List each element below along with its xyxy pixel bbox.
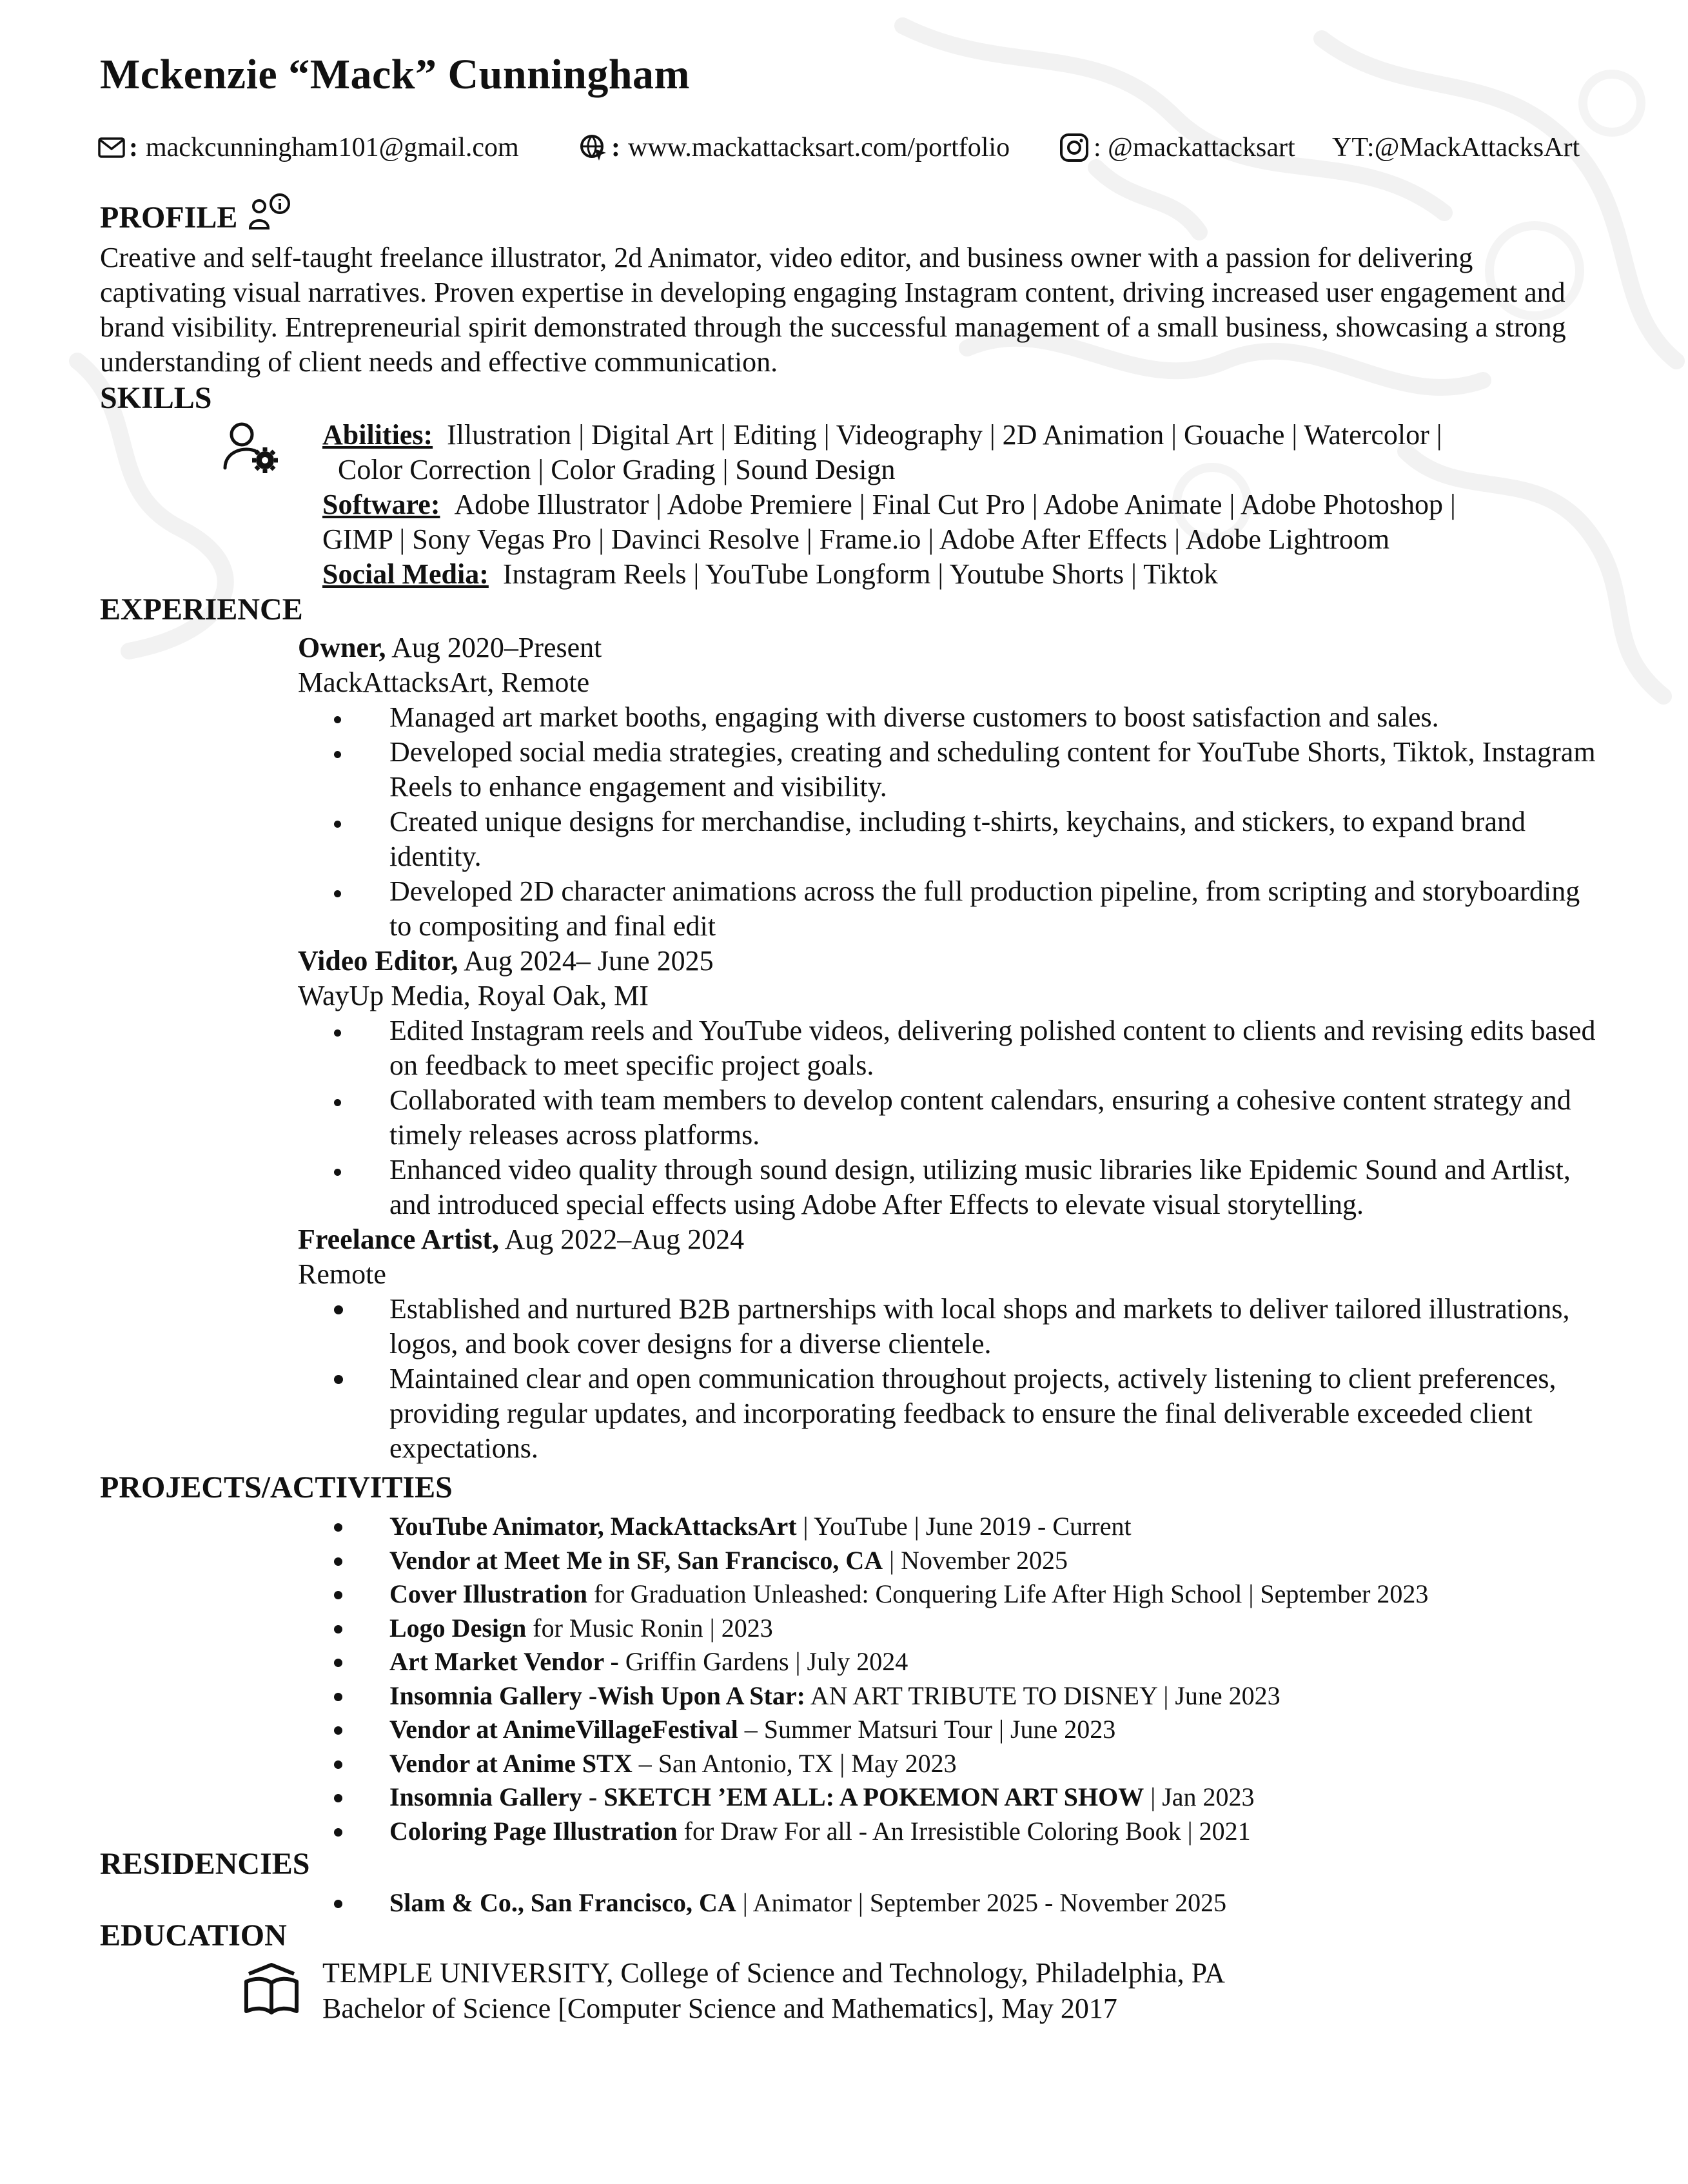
project-title: YouTube Animator, MackAttacksArt	[389, 1512, 797, 1541]
instagram-icon	[1059, 132, 1090, 163]
experience-heading: EXPERIENCE	[100, 592, 303, 627]
project-detail: | Jan 2023	[1144, 1782, 1255, 1811]
job-bullet: Collaborated with team members to develop content calendars, ensuring a cohesive content strategy and timely releases across platforms.	[298, 1083, 1600, 1153]
project-title: Insomnia Gallery - SKETCH ’EM ALL: A POKEMON ART SHOW	[389, 1782, 1144, 1811]
job-title: Owner,	[298, 632, 386, 663]
project-item	[298, 1577, 1626, 1612]
project-title: Logo Design	[389, 1613, 527, 1643]
project-item	[298, 1679, 1626, 1713]
profile-heading-text: PROFILE	[100, 200, 238, 235]
abilities-row	[322, 418, 1580, 453]
people-info-icon	[248, 192, 295, 232]
project-item	[298, 1544, 1626, 1578]
job-title: Freelance Artist,	[298, 1224, 499, 1255]
job-bullet: Maintained clear and open communication throughout projects, actively listening to client preferences, providing regular updates, and incorporating feedback to ensure the final deliverable exceeded client expectations.	[298, 1361, 1600, 1466]
skills-heading: SKILLS	[100, 381, 212, 415]
project-title: Vendor at Anime STX	[389, 1748, 633, 1778]
project-title: Coloring Page Illustration	[389, 1816, 678, 1846]
social-label: Social Media:	[322, 558, 489, 590]
job-bullet: Created unique designs for merchandise, including t-shirts, keychains, and stickers, to expand brand identity.	[298, 804, 1600, 874]
profile-heading	[100, 200, 295, 235]
project-item	[298, 1713, 1626, 1747]
project-detail: Griffin Gardens | July 2024	[618, 1647, 908, 1676]
residency-detail: | Animator | September 2025 - November 2025	[736, 1888, 1227, 1917]
job-bullets	[298, 700, 1600, 944]
social-row	[322, 557, 1580, 592]
job-header	[298, 944, 1600, 979]
website-text[interactable]: www.mackattacksart.com/portfolio	[628, 133, 1010, 162]
project-detail: | YouTube | June 2019 - Current	[796, 1512, 1132, 1541]
projects-heading: PROJECTS/ACTIVITIES	[100, 1470, 453, 1505]
project-item	[298, 1780, 1626, 1815]
job-org: WayUp Media, Royal Oak, MI	[298, 980, 649, 1011]
job-dates: Aug 2022–Aug 2024	[504, 1224, 745, 1255]
project-item	[298, 1815, 1626, 1849]
job-bullet: Edited Instagram reels and YouTube videos, delivering polished content to clients and revising edits based on feedback to meet specific project goals.	[298, 1013, 1600, 1083]
project-detail: – Summer Matsuri Tour | June 2023	[738, 1715, 1116, 1744]
experience-list	[298, 630, 1600, 1466]
job-bullets	[298, 1013, 1600, 1222]
profile-summary: Creative and self-taught freelance illustrator, 2d Animator, video editor, and business owner with a passion for delivering captivating visual narratives. Proven expertise in developing engaging Instagram content, driving increased user engagement and brand visibility. Entrepreneurial spirit demonstrated through the successful management of a small business, showcasing a strong understanding of client needs and effective communication.	[100, 242, 1566, 378]
project-title: Insomnia Gallery -Wish Upon A Star:	[389, 1681, 805, 1710]
youtube-text[interactable]: YT:@MackAttacksArt	[1332, 133, 1580, 162]
abilities-label: Abilities:	[322, 419, 433, 451]
project-item	[298, 1510, 1626, 1544]
contact-website[interactable]	[579, 132, 1010, 163]
residency-item	[298, 1886, 1626, 1920]
project-detail: for Draw For all - An Irresistible Coloring Book | 2021	[677, 1816, 1251, 1846]
software-line-1: Adobe Illustrator | Adobe Premiere | Final Cut Pro | Adobe Animate | Adobe Photoshop |	[454, 489, 1456, 520]
job-title: Video Editor,	[298, 945, 458, 977]
job-bullet: Established and nurtured B2B partnerships with local shops and markets to deliver tailored illustrations, logos, and book cover designs for a diverse clientele.	[298, 1292, 1600, 1361]
job-bullets	[298, 1292, 1600, 1466]
user-gear-icon	[222, 420, 284, 480]
residencies-bullets	[298, 1886, 1626, 1920]
project-detail: AN ART TRIBUTE TO DISNEY | June 2023	[805, 1681, 1281, 1710]
job-org: Remote	[298, 1258, 386, 1290]
abilities-line-1: Illustration | Digital Art | Editing | Videography | 2D Animation | Gouache | Watercolor |	[447, 419, 1442, 451]
contact-instagram[interactable]	[1059, 132, 1295, 163]
email-colon: :	[129, 133, 138, 162]
project-title: Vendor at AnimeVillageFestival	[389, 1715, 738, 1744]
resume-name: Mckenzie “Mack” Cunningham	[100, 51, 691, 98]
residency-title: Slam & Co., San Francisco, CA	[389, 1888, 736, 1917]
instagram-text[interactable]: : @mackattacksart	[1094, 133, 1295, 162]
software-line-2: GIMP | Sony Vegas Pro | Davinci Resolve | Frame.io | Adobe After Effects | Adobe Lightroom	[322, 523, 1390, 555]
job-dates: Aug 2020–Present	[391, 632, 602, 663]
contact-youtube[interactable]	[1332, 132, 1580, 163]
education-degree: Bachelor of Science [Computer Science and Mathematics], May 2017	[322, 1993, 1117, 2024]
project-item	[298, 1747, 1626, 1781]
email-text[interactable]: mackcunningham101@gmail.com	[146, 133, 519, 162]
job-header	[298, 630, 1600, 665]
project-item	[298, 1645, 1626, 1679]
projects-list	[298, 1510, 1626, 1848]
social-line: Instagram Reels | YouTube Longform | Youtube Shorts | Tiktok	[502, 558, 1218, 590]
project-title: Cover Illustration	[389, 1579, 588, 1608]
job-header	[298, 1222, 1600, 1257]
software-row	[322, 487, 1580, 522]
project-detail: for Graduation Unleashed: Conquering Life After High School | September 2023	[587, 1579, 1429, 1608]
project-detail: – San Antonio, TX | May 2023	[632, 1748, 957, 1778]
residencies-list	[298, 1886, 1626, 1920]
software-label: Software:	[322, 489, 440, 520]
job-bullet: Managed art market booths, engaging with diverse customers to boost satisfaction and sales.	[298, 700, 1600, 735]
project-title: Vendor at Meet Me in SF, San Francisco, CA	[389, 1545, 883, 1575]
project-detail: | November 2025	[883, 1545, 1068, 1575]
job-bullet: Enhanced video quality through sound design, utilizing music libraries like Epidemic Sound and Artlist, and introduced special effects using Adobe After Effects to elevate visual storytelling.	[298, 1153, 1600, 1222]
job-bullet: Developed 2D character animations across the full production pipeline, from scripting and storyboarding to compositing and final edit	[298, 874, 1600, 944]
skills-block	[322, 418, 1580, 592]
project-item	[298, 1612, 1626, 1646]
education-heading: EDUCATION	[100, 1918, 287, 1953]
education-details	[322, 1955, 1225, 2026]
job-dates: Aug 2024– June 2025	[464, 945, 714, 977]
education-school: TEMPLE UNIVERSITY, College of Science and Technology, Philadelphia, PA	[322, 1957, 1225, 1989]
projects-bullets	[298, 1510, 1626, 1848]
residencies-heading: RESIDENCIES	[100, 1847, 310, 1881]
globe-cursor-icon	[579, 133, 607, 162]
contact-email[interactable]	[98, 132, 519, 163]
abilities-line-2: Color Correction | Color Grading | Sound Design	[338, 454, 896, 485]
project-title: Art Market Vendor -	[389, 1647, 619, 1676]
website-colon: :	[611, 133, 620, 162]
envelope-icon	[98, 137, 125, 158]
job-org: MackAttacksArt, Remote	[298, 667, 590, 698]
open-book-icon	[244, 1962, 299, 2016]
project-detail: for Music Ronin | 2023	[526, 1613, 773, 1643]
job-bullet: Developed social media strategies, creating and scheduling content for YouTube Shorts, Tiktok, Instagram Reels to enhance engagement and visibility.	[298, 735, 1600, 804]
